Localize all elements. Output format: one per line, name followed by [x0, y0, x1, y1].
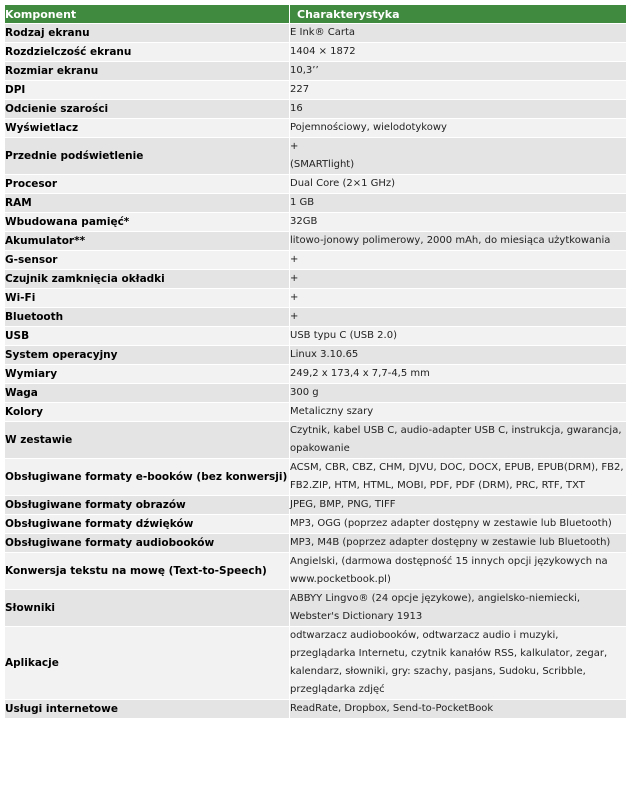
table-row — [5, 422, 627, 459]
row-label: DPI — [5, 81, 290, 100]
table-row — [5, 194, 627, 213]
table-row — [5, 119, 627, 138]
row-label: Wymiary — [5, 365, 290, 384]
table-header-row — [5, 5, 627, 24]
row-label: Rodzaj ekranu — [5, 24, 290, 43]
table-row — [5, 289, 627, 308]
row-value: Czytnik, kabel USB C, audio-adapter USB C, instrukcja, gwarancja, opakowanie — [290, 422, 627, 459]
table-row — [5, 553, 627, 590]
row-value: 1404 × 1872 — [290, 43, 627, 62]
header-component: Komponent — [5, 5, 290, 24]
row-label: RAM — [5, 194, 290, 213]
table-row — [5, 270, 627, 289]
row-value: 227 — [290, 81, 627, 100]
row-label: Procesor — [5, 175, 290, 194]
row-value: + — [290, 270, 627, 289]
row-label: Rozdzielczość ekranu — [5, 43, 290, 62]
row-label: Kolory — [5, 403, 290, 422]
row-label: Obsługiwane formaty audiobooków — [5, 534, 290, 553]
row-label: USB — [5, 327, 290, 346]
table-row — [5, 232, 627, 251]
row-label: Waga — [5, 384, 290, 403]
row-value: MP3, OGG (poprzez adapter dostępny w zestawie lub Bluetooth) — [290, 515, 627, 534]
row-value: 10,3’’ — [290, 62, 627, 81]
table-row — [5, 346, 627, 365]
row-label: Czujnik zamknięcia okładki — [5, 270, 290, 289]
table-row — [5, 496, 627, 515]
row-label: Obsługiwane formaty e-booków (bez konwersji) — [5, 459, 290, 496]
table-row — [5, 515, 627, 534]
row-label: Obsługiwane formaty obrazów — [5, 496, 290, 515]
table-row — [5, 213, 627, 232]
table-row — [5, 308, 627, 327]
table-row — [5, 459, 627, 496]
table-row — [5, 365, 627, 384]
row-label: Odcienie szarości — [5, 100, 290, 119]
row-label: W zestawie — [5, 422, 290, 459]
table-row — [5, 24, 627, 43]
table-row — [5, 534, 627, 553]
row-value: + (SMARTlight) — [290, 138, 627, 175]
row-value: ReadRate, Dropbox, Send-to-PocketBook — [290, 700, 627, 719]
row-value: 32GB — [290, 213, 627, 232]
row-label: Usługi internetowe — [5, 700, 290, 719]
row-value: USB typu C (USB 2.0) — [290, 327, 627, 346]
table-row — [5, 403, 627, 422]
row-value: Angielski, (darmowa dostępność 15 innych opcji językowych na www.pocketbook.pl) — [290, 553, 627, 590]
table-row — [5, 327, 627, 346]
table-row — [5, 700, 627, 719]
table-row — [5, 590, 627, 627]
table-row — [5, 62, 627, 81]
row-label: Wyświetlacz — [5, 119, 290, 138]
row-value: 1 GB — [290, 194, 627, 213]
row-value: Linux 3.10.65 — [290, 346, 627, 365]
row-label: Akumulator** — [5, 232, 290, 251]
table-row — [5, 384, 627, 403]
row-value: litowo-jonowy polimerowy, 2000 mAh, do miesiąca użytkowania — [290, 232, 627, 251]
row-value: ACSM, CBR, CBZ, CHM, DJVU, DOC, DOCX, EPUB, EPUB(DRM), FB2, FB2.ZIP, HTM, HTML, MOBI, PDF, PDF (DRM), PRC, RTF, TXT — [290, 459, 627, 496]
row-value: 16 — [290, 100, 627, 119]
row-value: Pojemnościowy, wielodotykowy — [290, 119, 627, 138]
table-body — [5, 24, 627, 719]
row-value: JPEG, BMP, PNG, TIFF — [290, 496, 627, 515]
row-label: Bluetooth — [5, 308, 290, 327]
row-value: + — [290, 289, 627, 308]
row-value: MP3, M4B (poprzez adapter dostępny w zestawie lub Bluetooth) — [290, 534, 627, 553]
row-value: 249,2 x 173,4 x 7,7-4,5 mm — [290, 365, 627, 384]
row-label: Aplikacje — [5, 627, 290, 700]
table-row — [5, 138, 627, 175]
row-label: Konwersja tekstu na mowę (Text-to-Speech) — [5, 553, 290, 590]
table-row — [5, 81, 627, 100]
row-label: Rozmiar ekranu — [5, 62, 290, 81]
row-label: Obsługiwane formaty dźwięków — [5, 515, 290, 534]
row-value: Metaliczny szary — [290, 403, 627, 422]
row-value: ABBYY Lingvo® (24 opcje językowe), angielsko-niemiecki, Webster's Dictionary 1913 — [290, 590, 627, 627]
table-row — [5, 100, 627, 119]
table-row — [5, 43, 627, 62]
spec-table — [4, 4, 627, 719]
table-row — [5, 251, 627, 270]
table-row — [5, 627, 627, 700]
row-label: G-sensor — [5, 251, 290, 270]
row-label: Wbudowana pamięć* — [5, 213, 290, 232]
row-value: + — [290, 308, 627, 327]
row-value: odtwarzacz audiobooków, odtwarzacz audio i muzyki, przeglądarka Internetu, czytnik kanałów RSS, kalkulator, zegar, kalendarz, słowniki, gry: szachy, pasjans, Sudoku, Scribble, przeglądarka zdjęć — [290, 627, 627, 700]
row-label: Przednie podświetlenie — [5, 138, 290, 175]
header-characteristics: Charakterystyka — [290, 5, 627, 24]
row-value: + — [290, 251, 627, 270]
row-label: Wi-Fi — [5, 289, 290, 308]
row-value: 300 g — [290, 384, 627, 403]
row-label: Słowniki — [5, 590, 290, 627]
row-label: System operacyjny — [5, 346, 290, 365]
row-value: Dual Core (2×1 GHz) — [290, 175, 627, 194]
row-value: E Ink® Carta — [290, 24, 627, 43]
table-row — [5, 175, 627, 194]
